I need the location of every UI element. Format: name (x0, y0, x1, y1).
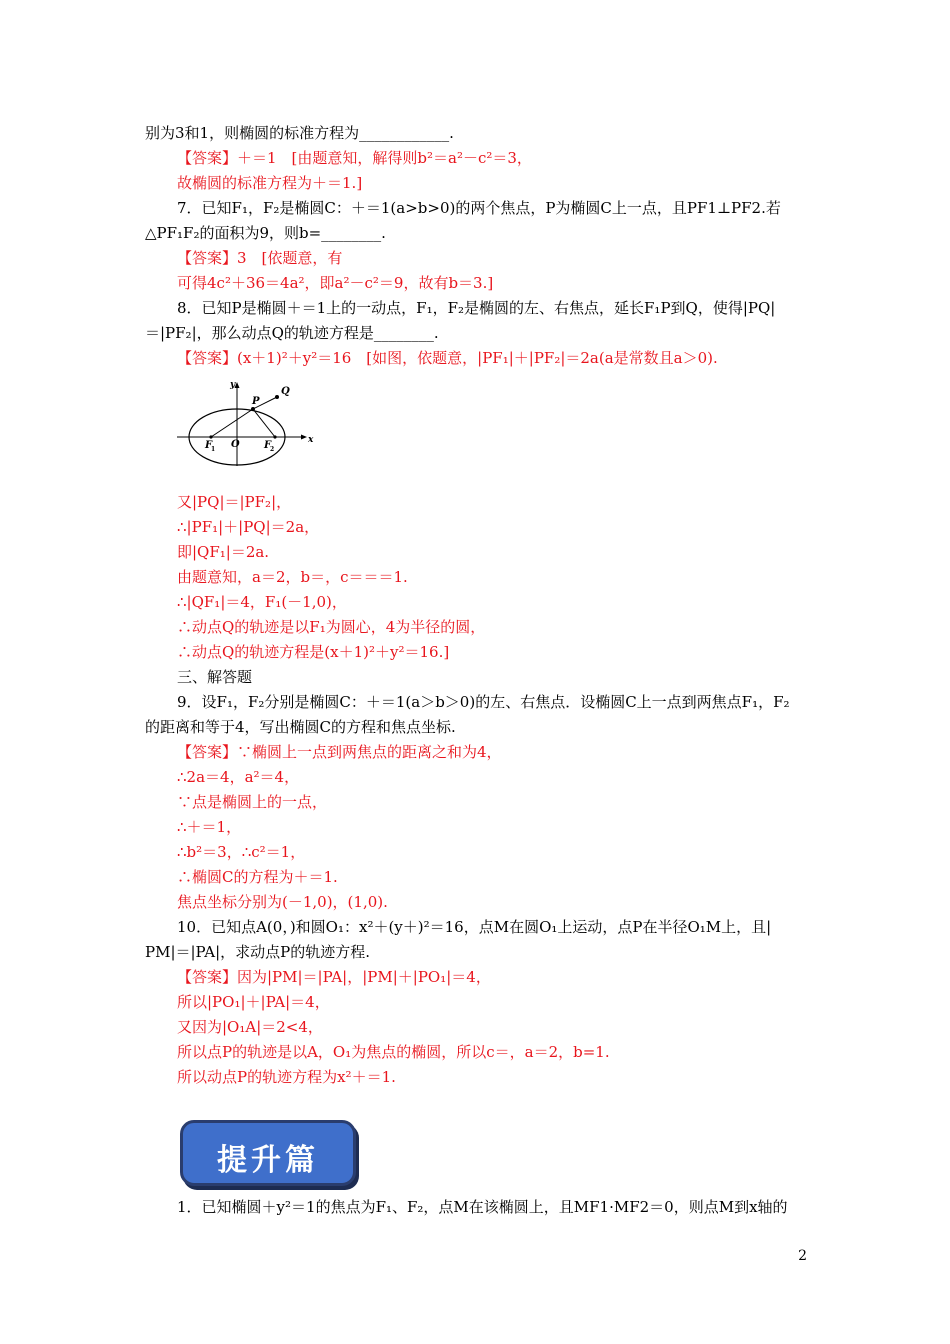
q9-answer-line: 【答案】∵椭圆上一点到两焦点的距离之和为4， (177, 743, 502, 761)
q6-answer: 【答案】＋＝1 [由题意知，解得则b²＝a²－c²＝3， (177, 149, 532, 167)
q8-answer-line: ∴|PF₁|＋|PQ|＝2a， (177, 518, 320, 536)
ellipse-diagram (175, 376, 315, 468)
point-f1 (209, 435, 212, 438)
q6-answer-cont: 故椭圆的标准方程为＋＝1.] (177, 174, 363, 192)
q8-answer-line: ∴动点Q的轨迹方程是(x＋1)²＋y²＝16.] (177, 643, 450, 661)
section-heading: 三、解答题 (177, 668, 253, 686)
segment-f1-p (211, 409, 253, 437)
label-x: x (308, 435, 314, 445)
point-q (275, 395, 279, 399)
label-y: y (230, 380, 236, 390)
q10-answer-line: 所以|PO₁|＋|PA|＝4， (177, 993, 330, 1011)
q8-answer: 【答案】(x＋1)²＋y²＝16 [如图，依题意，|PF₁|＋|PF₂|＝2a(a是常数且a＞0). (177, 349, 718, 367)
q8-answer-line: ∴动点Q的轨迹是以F₁为圆心，4为半径的圆， (177, 618, 486, 636)
label-f2: F (264, 440, 272, 451)
q7-answer-cont: 可得4c²＋36＝4a²，即a²－c²＝9，故有b＝3.] (177, 274, 494, 292)
question-7: 7．已知F₁，F₂是椭圆C：＋＝1(a>b>0)的两个焦点，P为椭圆C上一点，且PF1⊥PF2.若 (177, 199, 781, 217)
q8-answer-line: ∴|QF₁|＝4，F₁(－1,0)， (177, 593, 347, 611)
q9-answer-line: ∴b²＝3，∴c²＝1， (177, 843, 306, 861)
label-p: P (252, 396, 260, 407)
question-7-cont: △PF₁F₂的面积为9，则b=________. (145, 224, 386, 242)
q10-answer-line: 又因为|O₁A|＝2<4， (177, 1018, 323, 1036)
q9-answer-line: 焦点坐标分别为(－1,0)，(1,0). (177, 893, 388, 911)
label-o: O (231, 439, 240, 450)
q9-answer-line: ∴椭圆C的方程为＋＝1. (177, 868, 338, 886)
q9-answer-line: ∴＋＝1， (177, 818, 242, 836)
q10-answer-line: 所以动点P的轨迹方程为x²＋＝1. (177, 1068, 396, 1086)
question-10-cont: PM|＝|PA|，求动点P的轨迹方程. (145, 943, 371, 961)
point-f2 (273, 435, 276, 438)
label-f2-sub: 2 (270, 446, 275, 453)
q8-answer-line: 又|PQ|＝|PF₂|， (177, 493, 292, 511)
q9-answer-line: ∴2a＝4，a²＝4， (177, 768, 300, 786)
question-10: 10．已知点A(0，)和圆O₁：x²＋(y＋)²＝16，点M在圆O₁上运动，点P在半径O₁M上，且| (177, 918, 772, 936)
section-badge-label: 提升篇 (217, 1143, 319, 1178)
question-8-cont: ＝|PF₂|，那么动点Q的轨迹方程是________. (145, 324, 439, 342)
q8-answer-line: 即|QF₁|＝2a. (177, 543, 270, 561)
q10-answer-line: 所以点P的轨迹是以A，O₁为焦点的椭圆，所以c＝，a＝2，b=1. (177, 1043, 610, 1061)
advanced-question-1: 1．已知椭圆＋y²＝1的焦点为F₁、F₂，点M在该椭圆上，且MF1·MF2＝0，则点M到x轴的 (177, 1198, 788, 1216)
label-f1-sub: 1 (211, 446, 216, 453)
question-9: 9．设F₁，F₂分别是椭圆C：＋＝1(a＞b＞0)的左、右焦点．设椭圆C上一点到两焦点F₁，F₂ (177, 693, 790, 711)
point-p (251, 407, 255, 411)
q6-continuation: 别为3和1，则椭圆的标准方程为____________. (145, 124, 454, 142)
q7-answer: 【答案】3 [依题意，有 (177, 249, 343, 267)
section-badge (180, 1120, 356, 1186)
y-axis-arrow (235, 382, 240, 388)
question-8: 8．已知P是椭圆＋＝1上的一动点，F₁，F₂是椭圆的左、右焦点，延长F₁P到Q，使得|PQ| (177, 299, 776, 317)
q8-answer-line: 由题意知，a＝2，b＝，c＝＝＝1. (177, 568, 408, 586)
page-number: 2 (798, 1248, 807, 1264)
q9-answer-line: ∵点是椭圆上的一点， (177, 793, 328, 811)
label-f1: F (205, 440, 213, 451)
x-axis-arrow (301, 435, 307, 440)
q10-answer-line: 【答案】因为|PM|＝|PA|，|PM|＋|PO₁|＝4， (177, 968, 491, 986)
label-q: Q (281, 386, 290, 397)
question-9-cont: 的距离和等于4，写出椭圆C的方程和焦点坐标. (145, 718, 456, 736)
